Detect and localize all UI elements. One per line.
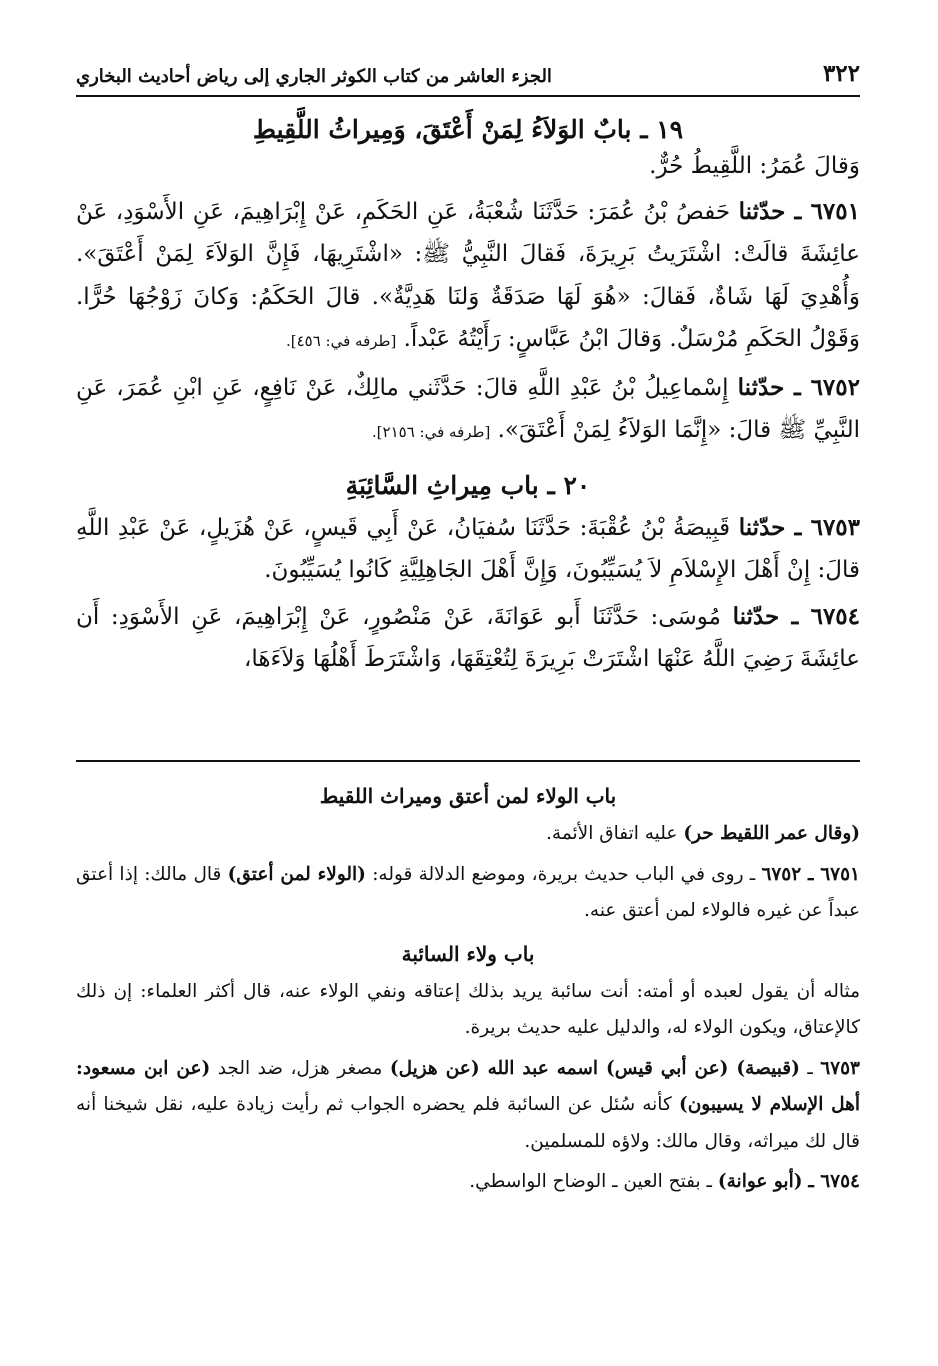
hadith-6754 xyxy=(76,596,860,681)
hadith-6753-number: ٦٧٥٣ ـ حدّثنا xyxy=(738,513,861,541)
hadith-6752-text: إِسْماعِيلُ بْنُ عَبْدِ اللَّهِ قالَ: حَدَّثَني مالِكٌ، عَنْ نَافِعٍ، عَنِ ابْنِ عُمَرَ، عَنِ النَّبِيِّ ﷺ قالَ: «إِنَّمَا الوَلاَءُ لِمَنْ أَعْتَقَ». xyxy=(76,374,860,443)
commentary-umar-text: عليه اتفاق الأئمة. xyxy=(546,823,678,844)
commentary-6754-number: ٦٧٥٤ ـ xyxy=(808,1171,860,1192)
commentary-6753-dash: ـ xyxy=(807,1057,813,1079)
commentary-divider xyxy=(76,760,860,762)
hadith-6751-text: حَفصُ بْنُ عُمَرَ: حَدَّثَنَا شُعْبَةُ، عَنِ الحَكَمِ، عَنْ إِبْرَاهِيمَ، عَنِ الأَسْوَدِ، عَنْ عائِشَةَ قالَتْ: اشْتَرَيتُ بَرِيرَةَ، فَقالَ النَّبِيُّ ﷺ: «اشْتَرِيهَا، فَإِنَّ الوَلاَءَ لِمَنْ أَعْتَقَ». وَأُهْدِيَ لَهَا شَاةٌ، فَقالَ: «هُوَ لَهَا صَدَقَةٌ وَلنَا هَدِيَّةٌ». قالَ الحَكَمُ: وَكانَ زَوْجُهَا حُرًّا. وَقَوْلُ الحَكَمِ مُرْسَلٌ. وَقالَ ابْنُ عَبَّاسٍ: رَأَيْتُهُ عَبْداً. xyxy=(76,198,860,352)
commentary-6753-quote-2: (عن ابن مسعود: أهل الإسلام لا يسيبون) xyxy=(76,1057,860,1115)
running-header xyxy=(76,55,860,97)
commentary-6751-6752-text-a: ـ روى في الباب حديث بريرة، وموضع الدلالة قوله: xyxy=(372,863,756,885)
commentary-saiba-definition: مثاله أن يقول لعبده أو أمته: أنت سائبة يريد بذلك إعتاقه ونفي الولاء عنه، قال أكثر العلماء: إن ذلك كالإعتاق، ويكون الولاء له، والدليل عليه حديث بريرة. xyxy=(76,980,860,1038)
hadith-6754-text: مُوسَى: حَدَّثَنَا أَبو عَوَانَةَ، عَنْ مَنْصُورٍ، عَنْ إِبْرَاهِيمَ، عَنِ الأَسْوَدِ: أَن عائِشَةَ رَضِيَ اللَّهُ عَنْهَا اشْتَرَتْ بَرِيرَةَ لِتُعْتِقَهَا، وَاشْتَرَطَ أَهْلُهَا وَلاَءَهَا، xyxy=(76,603,860,672)
chapter-20-title: ٢٠ ـ باب مِيراثِ السَّائِبَةِ xyxy=(345,470,591,500)
commentary-6753-text-1: مصغر هزل، ضد الجد xyxy=(217,1057,383,1079)
hadith-6752 xyxy=(76,367,860,454)
running-title: الجزء العاشر من كتاب الكوثر الجاري إلى رياض أحاديث البخاري xyxy=(76,66,552,87)
hadith-6754-number: ٦٧٥٤ ـ حدّثنا xyxy=(732,602,861,630)
hadith-6752-number: ٦٧٥٢ ـ حدّثنا xyxy=(737,373,860,401)
commentary-6753-number: ٦٧٥٣ xyxy=(820,1057,860,1079)
commentary-heading-saiba: باب ولاء السائبة xyxy=(401,941,535,966)
commentary-6754-quote: (أبو عوانة) xyxy=(717,1171,803,1192)
hadith-6751-number: ٦٧٥١ ـ حدّثنا xyxy=(738,197,860,225)
commentary-6751-6752 xyxy=(76,857,860,930)
hadith-6753 xyxy=(76,507,860,592)
main-text xyxy=(76,108,860,681)
umar-saying: وَقالَ عُمَرُ: اللَّقِيطُ حُرٌّ. xyxy=(649,153,860,179)
chapter-19-title: ١٩ ـ بابٌ الوَلاَءُ لِمَنْ أَعْتَقَ، وَمِيراثُ اللَّقِيطِ xyxy=(252,115,684,144)
commentary-umar xyxy=(76,816,860,853)
page-number: ٣٢٢ xyxy=(822,60,860,87)
commentary-6751-6752-text-b: قال مالك: إذا أعتق عبداً عن غيره فالولاء لمن أعتق عنه. xyxy=(76,863,860,921)
commentary-6753-text-2: كأنه سُئل عن السائبة فلم يحضره الجواب ثم رأيت زيادة عليه، نقل شيخنا أنه قال لك ميراثه، وقال مالك: ولاؤه للمسلمين. xyxy=(76,1094,860,1152)
hadith-6751-reference: [طرفه في: ٤٥٦]. xyxy=(285,332,397,350)
commentary-6754-text: ـ بفتح العين ـ الوضاح الواسطي. xyxy=(469,1171,712,1192)
commentary-section xyxy=(76,780,860,1201)
hadith-6753-text: قَبِيصَةُ بْنُ عُقْبَةَ: حَدَّثَنَا سُفيَانُ، عَنْ أَبِي قَيسٍ، عَنْ هُزَيلٍ، عَنْ عَبْدِ اللَّهِ قالَ: إِنْ أَهْلَ الإِسْلاَمِ لاَ يُسَيِّبُونَ، وَإِنَّ أَهْلَ الجَاهِلِيَّةِ كَانُوا يُسَيِّبُونَ. xyxy=(76,514,860,583)
hadith-6751 xyxy=(76,191,860,363)
commentary-6753 xyxy=(76,1051,860,1161)
commentary-6751-6752-number: ٦٧٥١ ـ ٦٧٥٢ xyxy=(761,863,860,885)
commentary-6754 xyxy=(76,1164,860,1201)
hadith-6752-reference: [طرفه في: ٢١٥٦]. xyxy=(371,423,491,441)
commentary-6753-quote-1: (قبيصة) (عن أبي قيس) اسمه عبد الله (عن هزيل) xyxy=(389,1057,800,1079)
commentary-heading-walaa: باب الولاء لمن أعتق وميراث اللقيط xyxy=(319,784,617,808)
commentary-6751-6752-quote: (الولاء لمن أعتق) xyxy=(227,863,366,885)
commentary-umar-quote: (وقال عمر اللقيط حر) xyxy=(683,823,860,844)
